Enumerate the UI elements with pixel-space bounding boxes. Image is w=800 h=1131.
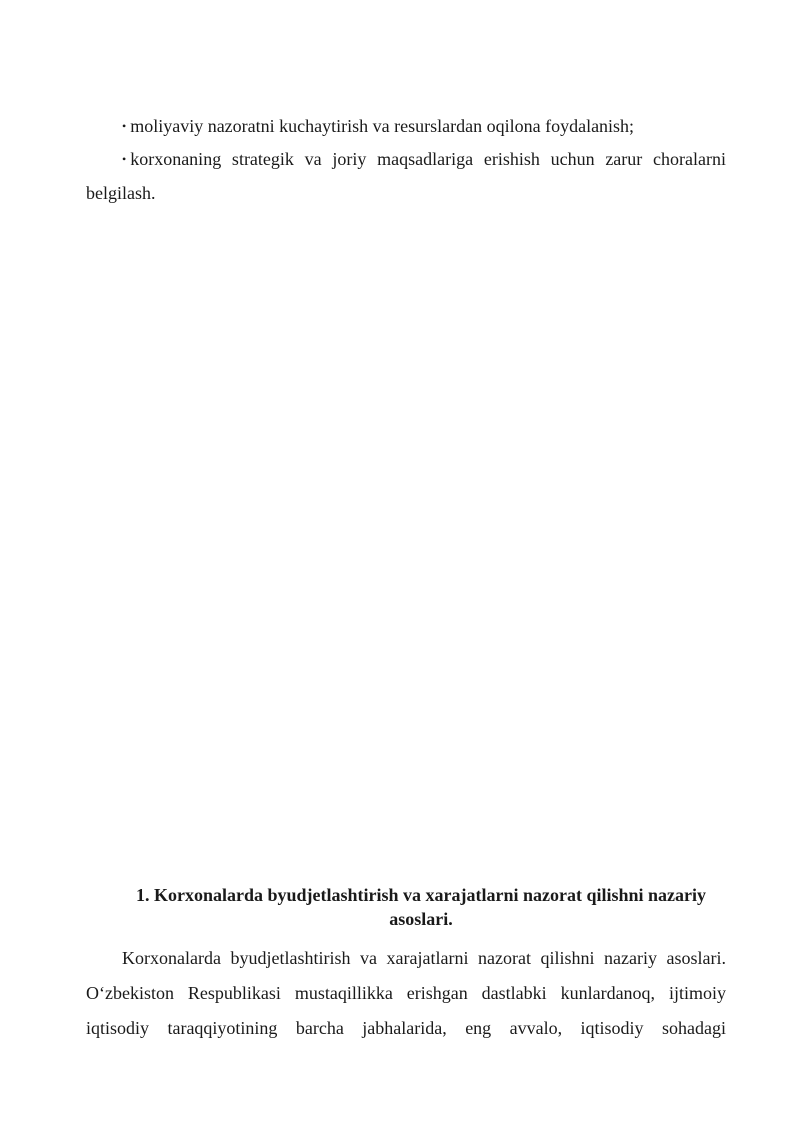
paragraph-line: Korxonalarda byudjetlashtirish va xarajatlarni nazorat qilishni nazariy asoslari.	[122, 948, 726, 968]
bullet-text: korxonaning strategik va joriy maqsadlariga erishish uchun zarur choralarni	[130, 149, 726, 169]
bullet-item	[122, 146, 726, 172]
bullet-text: moliyaviy nazoratni kuchaytirish va resurslardan oqilona foydalanish;	[130, 116, 635, 136]
section-heading-line: asoslari.	[389, 909, 453, 929]
bullet-text-continuation: belgilash.	[86, 183, 156, 203]
bullet-item	[122, 113, 634, 139]
section-heading-line: 1. Korxonalarda byudjetlashtirish va xarajatlarni nazorat qilishni nazariy	[135, 885, 707, 905]
paragraph-line: iqtisodiy taraqqiyotining barcha jabhalarida, eng avvalo, iqtisodiy sohadagi	[86, 1018, 726, 1038]
section-heading	[86, 883, 756, 931]
bullet-marker: •	[122, 119, 127, 133]
bullet-marker: •	[122, 152, 127, 166]
paragraph-line: O‘zbekiston Respublikasi mustaqillikka erishgan dastlabki kunlardanoq, ijtimoiy	[86, 983, 726, 1003]
